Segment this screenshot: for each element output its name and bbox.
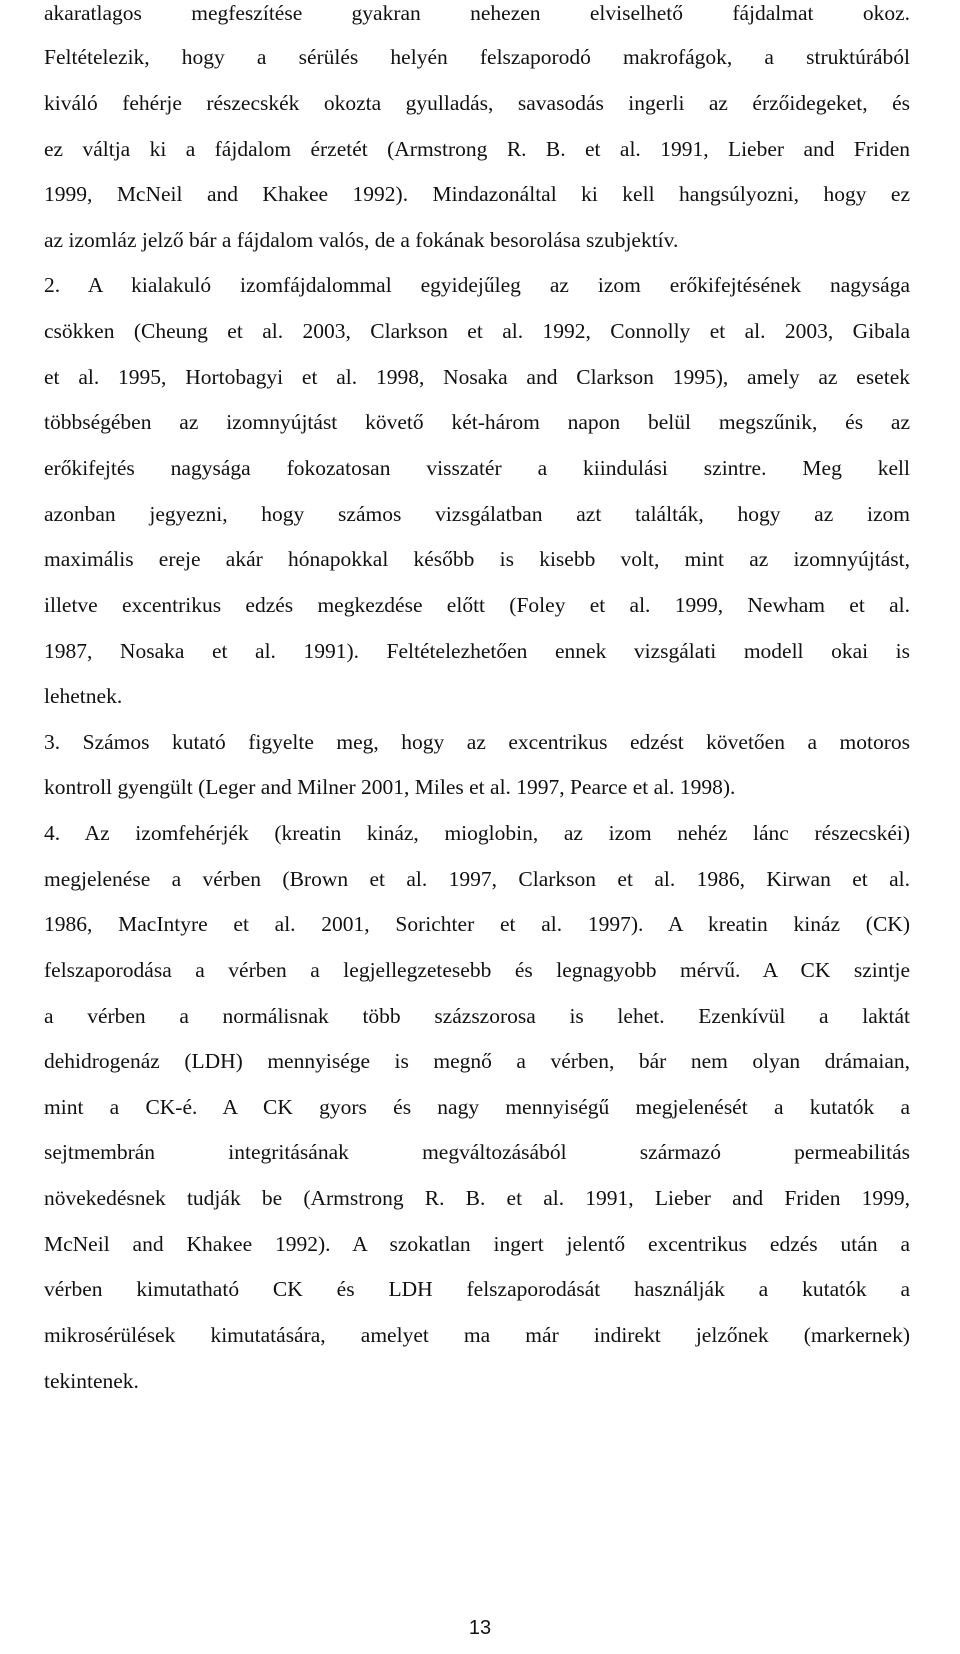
text-line: Feltételezik, hogy a sérülés helyén felszaporodó makrofágok, a struktúrából bbox=[44, 45, 910, 69]
text-line: erőkifejtés nagysága fokozatosan visszatér a kiindulási szintre. Meg kell bbox=[44, 456, 910, 480]
text-line: többségében az izomnyújtást követő két-három napon belül megszűnik, és az bbox=[44, 410, 910, 434]
text-line: azonban jegyezni, hogy számos vizsgálatban azt találták, hogy az izom bbox=[44, 502, 910, 526]
list-item-4: 4. Az izomfehérjék (kreatin kináz, mioglobin, az izom nehéz lánc részecskéi) bbox=[44, 821, 910, 845]
text-line: kontroll gyengült (Leger and Milner 2001, Miles et al. 1997, Pearce et al. 1998). bbox=[44, 775, 736, 799]
text-line: lehetnek. bbox=[44, 684, 123, 708]
text-line: kiváló fehérje részecskék okozta gyulladás, savasodás ingerli az érzőidegeket, és bbox=[44, 91, 910, 115]
text-line: vérben kimutatható CK és LDH felszaporodását használják a kutatók a bbox=[44, 1277, 910, 1301]
text-line: növekedésnek tudják be (Armstrong R. B. et al. 1991, Lieber and Friden 1999, bbox=[44, 1186, 910, 1210]
text-line: tekintenek. bbox=[44, 1369, 139, 1393]
text-line: megjelenése a vérben (Brown et al. 1997, Clarkson et al. 1986, Kirwan et al. bbox=[44, 867, 910, 891]
text-line: sejtmembrán integritásának megváltozásából származó permeabilitás bbox=[44, 1140, 910, 1164]
page-number: 13 bbox=[468, 1617, 492, 1639]
text-line: 1986, MacIntyre et al. 2001, Sorichter et al. 1997). A kreatin kináz (CK) bbox=[44, 912, 910, 936]
text-line: 1999, McNeil and Khakee 1992). Mindazonáltal ki kell hangsúlyozni, hogy ez bbox=[44, 182, 910, 206]
text-line: et al. 1995, Hortobagyi et al. 1998, Nosaka and Clarkson 1995), amely az esetek bbox=[44, 365, 910, 389]
text-line: csökken (Cheung et al. 2003, Clarkson et al. 1992, Connolly et al. 2003, Gibala bbox=[44, 319, 910, 343]
list-item-2: 2. A kialakuló izomfájdalommal egyidejűleg az izom erőkifejtésének nagysága bbox=[44, 273, 910, 297]
text-line: dehidrogenáz (LDH) mennyisége is megnő a vérben, bár nem olyan drámaian, bbox=[44, 1049, 910, 1073]
text-line: ez váltja ki a fájdalom érzetét (Armstrong R. B. et al. 1991, Lieber and Friden bbox=[44, 137, 910, 161]
text-line: maximális ereje akár hónapokkal később is kisebb volt, mint az izomnyújtást, bbox=[44, 547, 910, 571]
list-item-3: 3. Számos kutató figyelte meg, hogy az excentrikus edzést követően a motoros bbox=[44, 730, 910, 754]
text-line: akaratlagos megfeszítése gyakran nehezen elviselhető fájdalmat okoz. bbox=[44, 1, 910, 25]
text-line: mint a CK-é. A CK gyors és nagy mennyiségű megjelenését a kutatók a bbox=[44, 1095, 910, 1119]
text-line: az izomláz jelző bár a fájdalom valós, de a fokának besorolása szubjektív. bbox=[44, 228, 679, 252]
text-line: mikrosérülések kimutatására, amelyet ma már indirekt jelzőnek (markernek) bbox=[44, 1323, 910, 1347]
text-line: felszaporodása a vérben a legjellegzetesebb és legnagyobb mérvű. A CK szintje bbox=[44, 958, 910, 982]
text-line: a vérben a normálisnak több százszorosa is lehet. Ezenkívül a laktát bbox=[44, 1004, 910, 1028]
text-line: illetve excentrikus edzés megkezdése előtt (Foley et al. 1999, Newham et al. bbox=[44, 593, 910, 617]
text-line: 1987, Nosaka et al. 1991). Feltételezhetően ennek vizsgálati modell okai is bbox=[44, 639, 910, 663]
text-line: McNeil and Khakee 1992). A szokatlan ingert jelentő excentrikus edzés után a bbox=[44, 1232, 910, 1256]
